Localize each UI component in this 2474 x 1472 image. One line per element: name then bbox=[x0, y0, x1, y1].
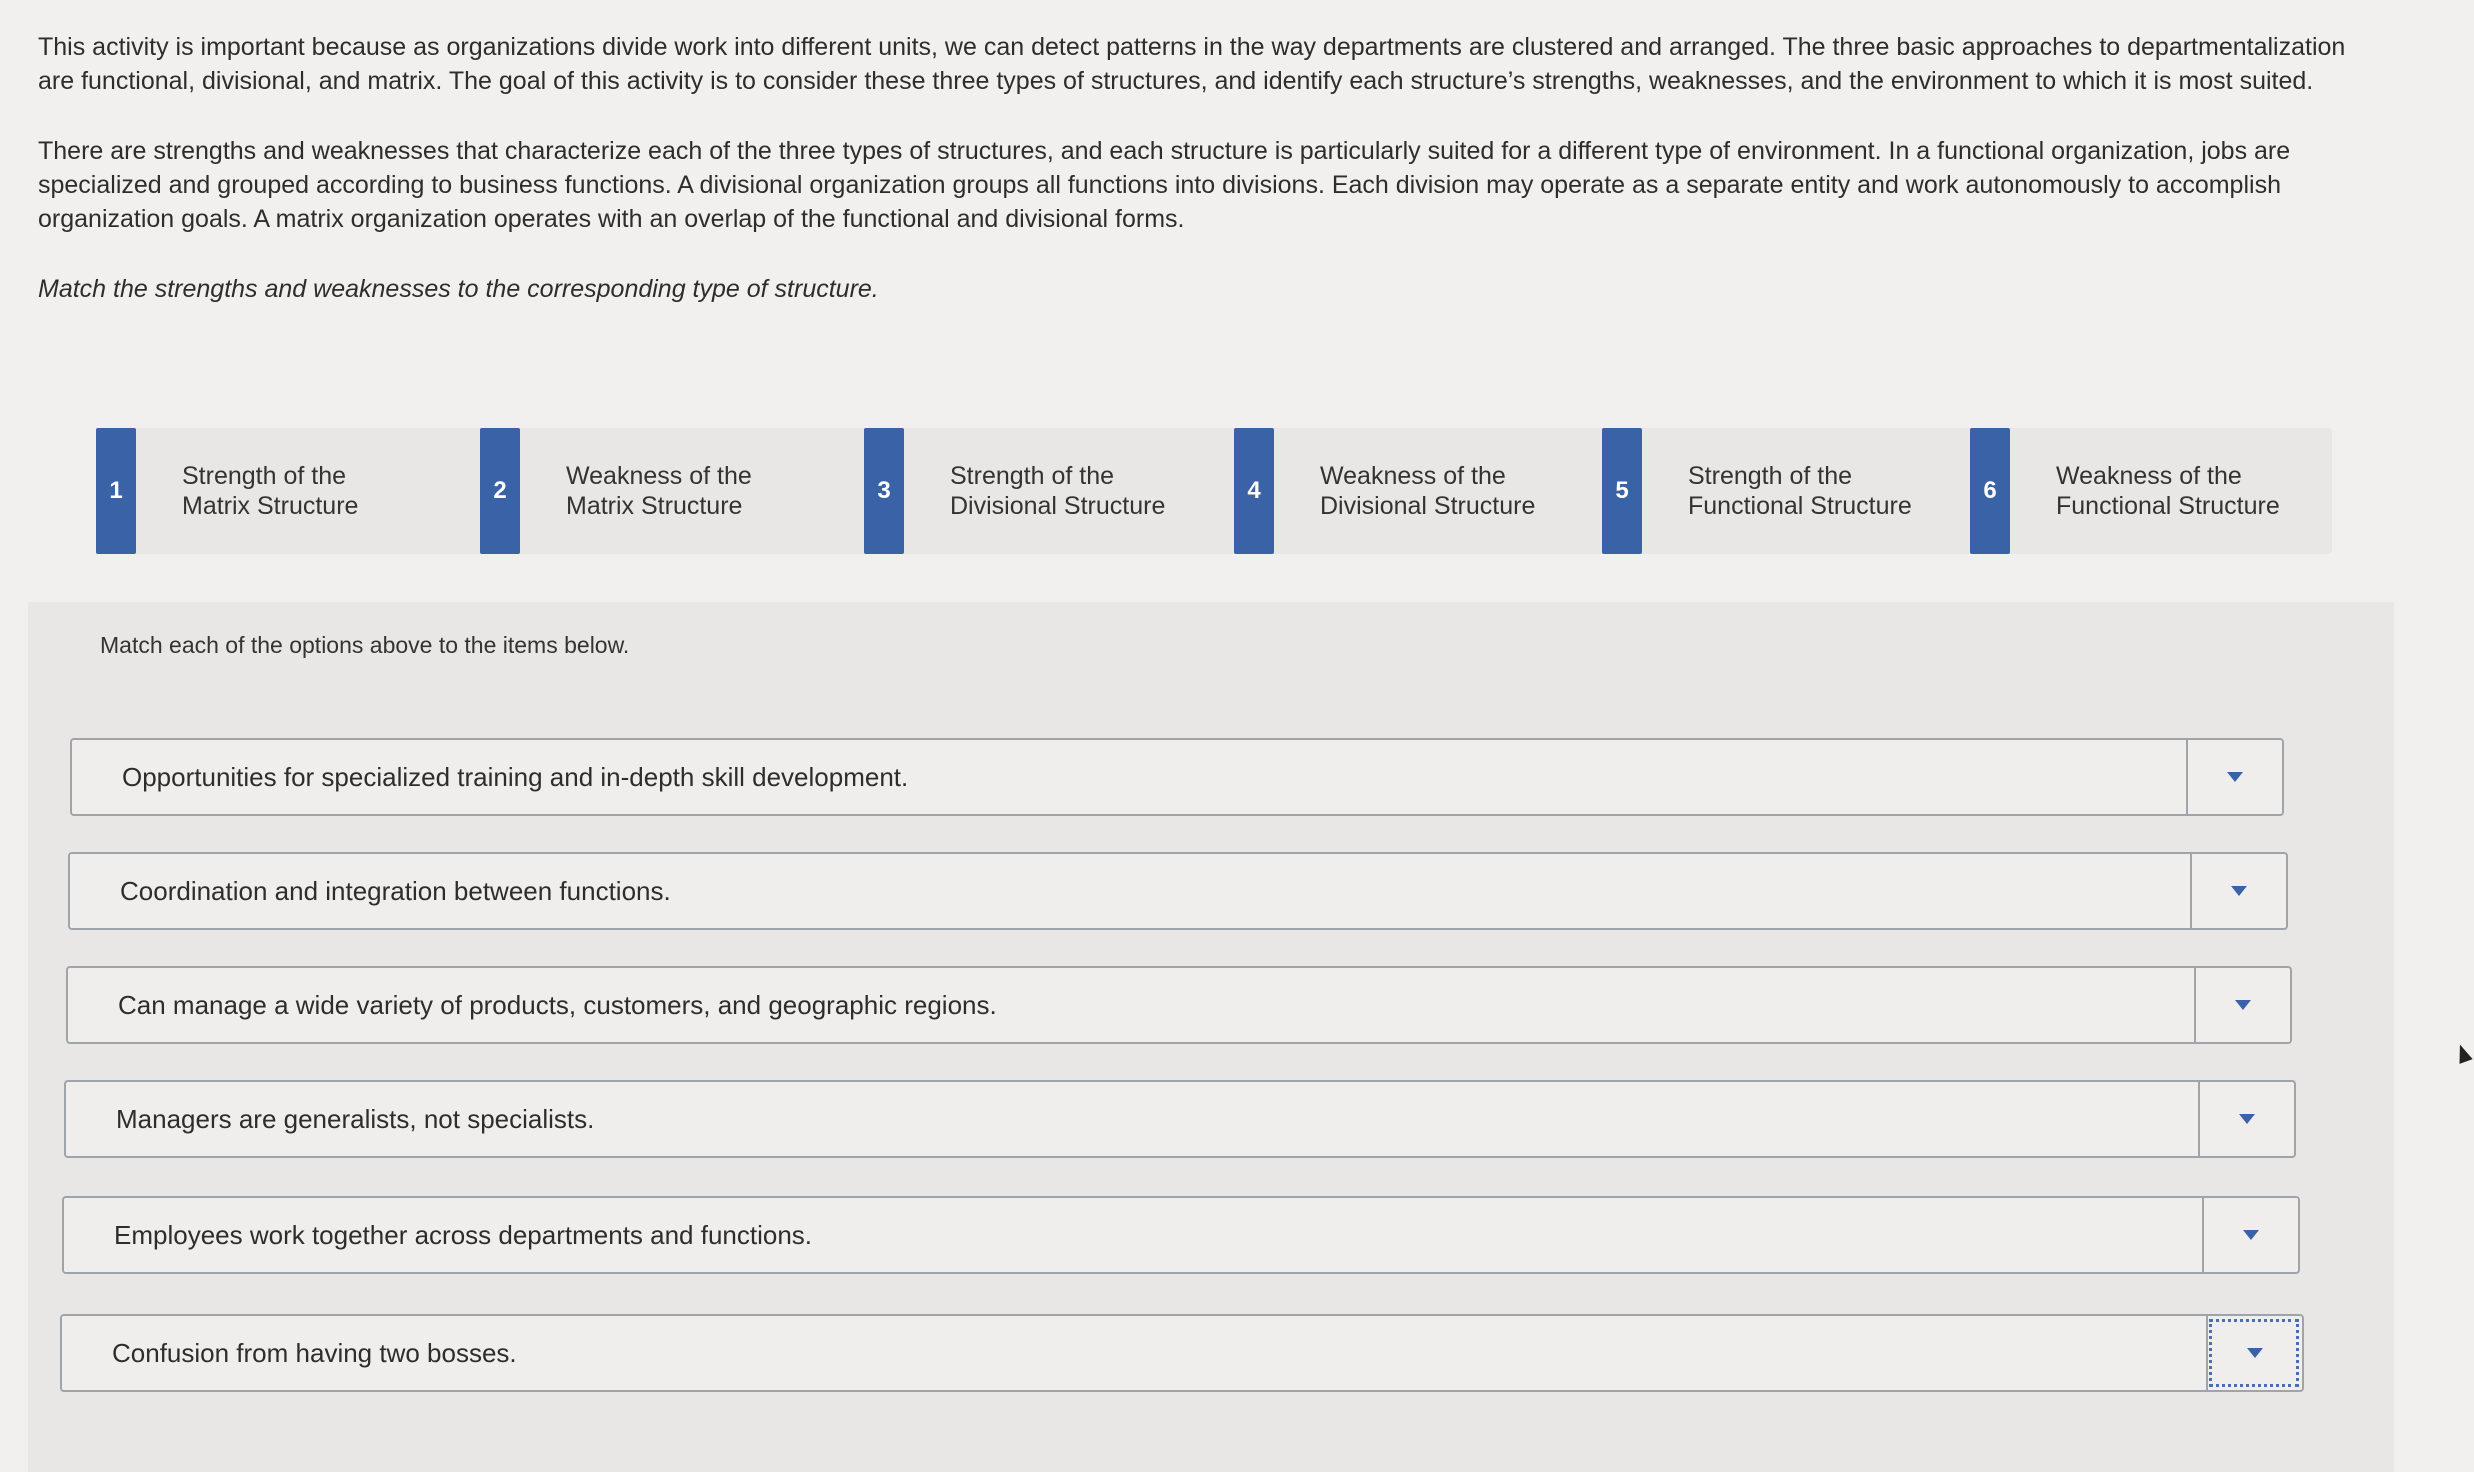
match-select[interactable] bbox=[2186, 740, 2282, 814]
option-5[interactable] bbox=[1602, 428, 1918, 554]
chevron-down-icon bbox=[2235, 1000, 2251, 1010]
option-number: 4 bbox=[1234, 428, 1274, 554]
option-6[interactable] bbox=[1970, 428, 2286, 554]
option-label: Weakness of the Matrix Structure bbox=[566, 462, 752, 520]
match-item-text: Opportunities for specialized training and in-depth skill development. bbox=[122, 761, 909, 792]
match-item-6[interactable] bbox=[60, 1314, 2304, 1392]
option-number: 2 bbox=[480, 428, 520, 554]
chevron-down-icon bbox=[2231, 886, 2247, 896]
option-label: Strength of the Matrix Structure bbox=[182, 462, 359, 520]
match-select[interactable] bbox=[2198, 1082, 2294, 1156]
chevron-down-icon bbox=[2243, 1230, 2259, 1240]
option-4[interactable] bbox=[1234, 428, 1550, 554]
options-bar bbox=[96, 428, 2332, 554]
match-item-text: Can manage a wide variety of products, customers, and geographic regions. bbox=[118, 989, 997, 1020]
instruction-text: Match the strengths and weaknesses to the corresponding type of structure. bbox=[38, 275, 879, 303]
match-panel bbox=[28, 602, 2394, 1472]
match-select[interactable] bbox=[2190, 854, 2286, 928]
match-item-2[interactable] bbox=[68, 852, 2288, 930]
option-2[interactable] bbox=[480, 428, 796, 554]
intro-paragraph-2: There are strengths and weaknesses that characterize each of the three types of structures, and each structure is particularly suited for a different type of environment. In a functional organization, jobs are specialized and grouped according to business functions. A divisional organization groups all functions into divisions. Each division may operate as a separate entity and work autonomously to accomplish organization goals. A matrix organization operates with an overlap of the functional and divisional forms. bbox=[38, 137, 2291, 233]
chevron-down-icon bbox=[2239, 1114, 2255, 1124]
option-label: Weakness of the Divisional Structure bbox=[1320, 462, 1536, 520]
match-select[interactable] bbox=[2202, 1198, 2298, 1272]
match-select[interactable] bbox=[2194, 968, 2290, 1042]
match-select[interactable] bbox=[2206, 1316, 2302, 1390]
mouse-cursor-icon bbox=[2453, 1042, 2472, 1064]
match-item-text: Coordination and integration between functions. bbox=[120, 875, 671, 906]
match-instruction: Match each of the options above to the items below. bbox=[100, 632, 630, 658]
option-number: 6 bbox=[1970, 428, 2010, 554]
match-item-text: Employees work together across departments and functions. bbox=[114, 1219, 813, 1250]
option-3[interactable] bbox=[864, 428, 1180, 554]
match-item-5[interactable] bbox=[62, 1196, 2300, 1274]
option-number: 5 bbox=[1602, 428, 1642, 554]
chevron-down-icon bbox=[2247, 1348, 2263, 1358]
match-item-4[interactable] bbox=[64, 1080, 2296, 1158]
intro-section bbox=[38, 30, 2378, 306]
option-1[interactable] bbox=[96, 428, 412, 554]
match-item-text: Managers are generalists, not specialists. bbox=[116, 1103, 595, 1134]
option-label: Weakness of the Functional Structure bbox=[2056, 462, 2280, 520]
option-label: Strength of the Functional Structure bbox=[1688, 462, 1912, 520]
match-item-1[interactable] bbox=[70, 738, 2284, 816]
option-label: Strength of the Divisional Structure bbox=[950, 462, 1166, 520]
option-number: 1 bbox=[96, 428, 136, 554]
intro-paragraph-1: This activity is important because as organizations divide work into different units, we can detect patterns in the way departments are clustered and arranged. The three basic approaches to departmentalization are functional, divisional, and matrix. The goal of this activity is to consider these three types of structures, and identify each structure’s strengths, weaknesses, and the environment to which it is most suited. bbox=[38, 33, 2346, 95]
match-item-text: Confusion from having two bosses. bbox=[112, 1337, 517, 1368]
match-item-3[interactable] bbox=[66, 966, 2292, 1044]
option-number: 3 bbox=[864, 428, 904, 554]
chevron-down-icon bbox=[2227, 772, 2243, 782]
